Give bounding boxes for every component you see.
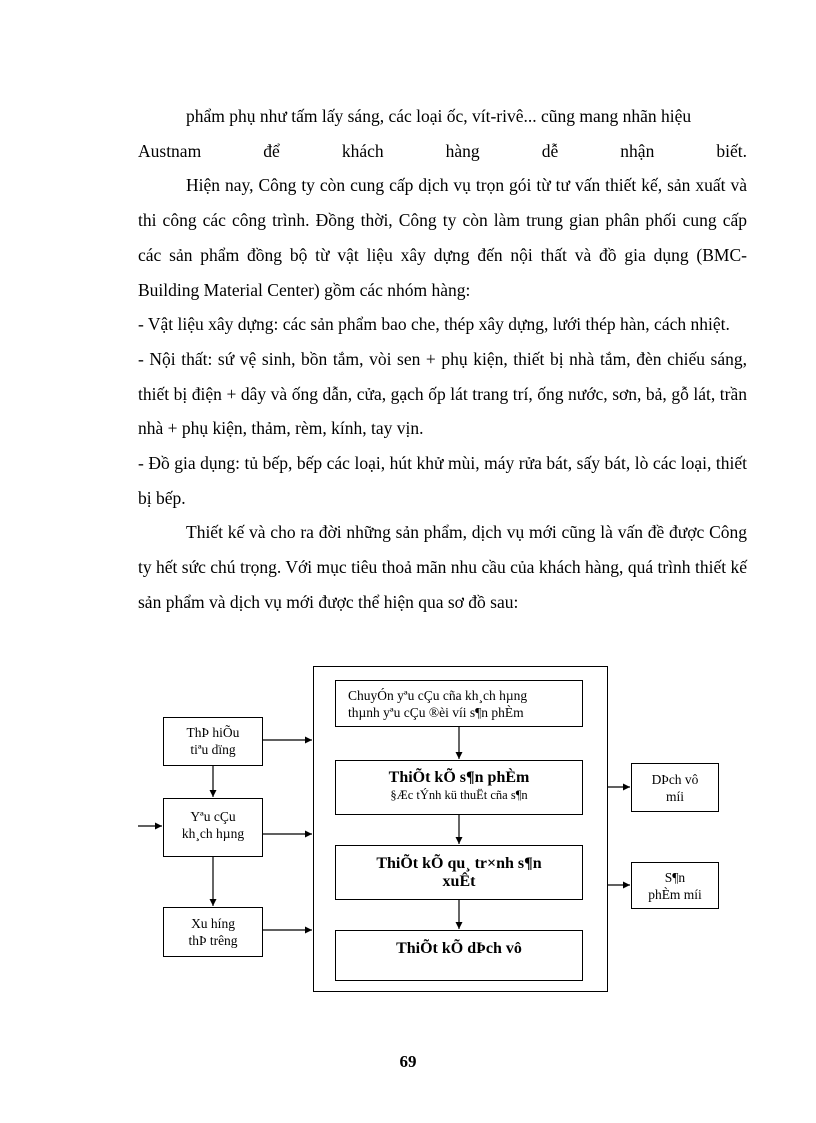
box-new-service-line-2: míi: [665, 789, 684, 804]
box-consumer-preference-line-1: ThÞ hiÕu: [186, 725, 240, 740]
box-consumer-preference-line-2: tiªu dïng: [190, 742, 236, 757]
box-convert-line-2: thµnh yªu cÇu ®èi víi s¶n phÈm: [348, 705, 524, 720]
bullet-interior: - Nội thất: sứ vệ sinh, bồn tắm, vòi sen + phụ kiện, thiết bị nhà tắm, đèn chiếu sáng, thiết bị điện + dây và ống dẫn, cửa, gạch ốp lát trang trí, ống nước, sơn, bả, gỗ lát, trần nhà + phụ kiện, thảm, rèm, kính, tay vịn.: [138, 348, 747, 439]
box-process-design-line-2: xuÊt: [442, 873, 476, 890]
box-process-design-line-1: ThiÕt kÕ qu¸ tr×nh s¶n: [376, 855, 542, 872]
box-new-product-line-2: phÈm míi: [648, 887, 702, 902]
paragraph-design-intro: Thiết kế và cho ra đời những sản phẩm, dịch vụ mới cũng là vấn đề được Công ty hết sức chú trọng. Với mục tiêu thoả mãn nhu cầu của khách hàng, quá trình thiết kế sản phẩm và dịch vụ mới được thể hiện qua sơ đồ sau:: [138, 522, 747, 612]
page-number: 69: [399, 1052, 417, 1071]
box-new-product-line-1: S¶n: [664, 870, 686, 885]
box-market-trend-line-1: Xu híng: [191, 916, 235, 931]
box-new-service-line-1: DÞch vô: [651, 772, 699, 787]
box-convert-line-1: ChuyÓn yªu cÇu cña kh¸ch hµng: [348, 688, 528, 703]
paragraph-services: Hiện nay, Công ty còn cung cấp dịch vụ trọn gói từ tư vấn thiết kế, sản xuất và thi công các công trình. Đồng thời, Công ty còn làm trung gian phân phối cung cấp các sản phẩm đồng bộ từ vật liệu xây dựng đến nội thất và đồ gia dụng (BMC- Building Material Center) gồm các nhóm hàng:: [138, 175, 747, 300]
box-product-design-title: ThiÕt kÕ s¶n phÈm: [388, 769, 530, 786]
box-service-design-title: ThiÕt kÕ dÞch vô: [396, 940, 522, 957]
box-customer-requirements-line-2: kh¸ch hµng: [181, 826, 245, 841]
bullet-household: - Đồ gia dụng: tủ bếp, bếp các loại, hút khử mùi, máy rửa bát, sấy bát, lò các loại, thiết bị bếp.: [138, 453, 747, 508]
bullet-building-materials: - Vật liệu xây dựng: các sản phẩm bao che, thép xây dựng, lưới thép hàn, cách nhiệt.: [138, 314, 730, 335]
paragraph-continuation-1: phẩm phụ như tấm lấy sáng, các loại ốc, vít-rivê... cũng mang nhãn hiệu: [186, 106, 692, 126]
paragraph-continuation-2: Austnam để khách hàng dễ nhận biết.: [138, 140, 747, 161]
box-customer-requirements-line-1: Yªu cÇu: [190, 809, 236, 824]
box-market-trend-line-2: thÞ trêng: [188, 933, 238, 948]
box-product-design-sub: §Æc tÝnh kü thuËt cña s¶n: [390, 788, 528, 802]
